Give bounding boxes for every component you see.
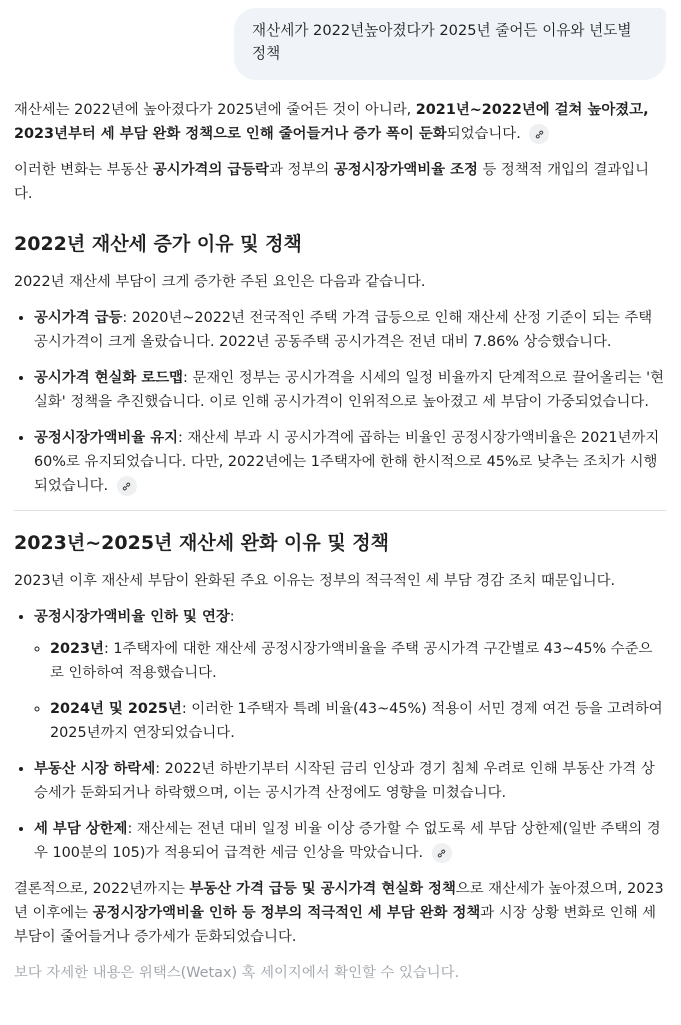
item-text: : [229, 609, 235, 625]
conclusion-text: 으로 재산세가 높아졌으며, 2023년 이후에는 [14, 881, 664, 921]
intro-text: 되었습니다. [446, 126, 521, 142]
list-item [34, 426, 666, 498]
intro-text: 재산세는 2022년에 높아졌다가 2025년에 줄어든 것이 아니라, [14, 102, 416, 118]
section-divider [14, 510, 666, 511]
intro-bold: 공시가격의 급등락 [152, 162, 270, 178]
cutoff-line: 보다 자세한 내용은 위택스(Wetax) 혹 세이지에서 확인할 수 있습니다. [14, 965, 460, 981]
item-title: 공정시장가액비율 유지 [34, 430, 179, 446]
item-title: 공시가격 현실화 로드맵 [34, 370, 184, 386]
intro-paragraph-2 [14, 158, 666, 206]
section1-heading: 2022년 재산세 증가 이유 및 정책 [14, 233, 302, 255]
section2-lead: 2023년 이후 재산세 부담이 완화된 주요 이유는 정부의 적극적인 세 부담 경감 조치 때문입니다. [14, 573, 616, 589]
item-title: 공정시장가액비율 인하 및 연장 [34, 609, 230, 625]
list-item [34, 757, 666, 805]
source-link-icon[interactable] [529, 124, 549, 144]
item-text: : 재산세 부과 시 공시가격에 곱하는 비율인 공정시장가액비율은 2021년까지 60%로 유지되었습니다. 다만, 2022년에는 1주택자에 한해 한시적으로 45%로 낮추는 조치가 시행되었습니다. [34, 430, 660, 494]
sub-list-item [50, 697, 666, 745]
item-text: : 재산세는 전년 대비 일정 비율 이상 증가할 수 없도록 세 부담 상한제(일반 주택의 경우 100분의 105)가 적용되어 급격한 세금 인상을 막았습니다. [34, 821, 661, 861]
list-item [34, 366, 666, 414]
section2-heading: 2023년~2025년 재산세 완화 이유 및 정책 [14, 532, 390, 554]
list-item [34, 817, 666, 865]
item-title: 2023년 [50, 641, 104, 657]
conclusion-bold: 부동산 가격 급등 및 공시가격 현실화 정책 [189, 881, 456, 897]
intro-text: 이러한 변화는 부동산 [14, 162, 153, 178]
item-text: : 2022년 하반기부터 시작된 금리 인상과 경기 침체 우려로 인해 부동산 가격 상승세가 둔화되거나 하락했으며, 이는 공시가격 산정에도 영향을 미쳤습니다. [34, 761, 655, 801]
source-link-icon[interactable] [432, 843, 452, 863]
conclusion-bold: 공정시장가액비율 인하 등 정부의 적극적인 세 부담 완화 정책 [92, 905, 481, 921]
intro-bold: 2021년~2022년에 걸쳐 높아졌고, 2023년부터 세 부담 완화 정책으로 인해 줄어들거나 증가 폭이 둔화 [14, 102, 649, 142]
item-title: 2024년 및 2025년 [50, 701, 182, 717]
intro-bold: 공정시장가액비율 조정 [333, 162, 478, 178]
item-text: : 1주택자에 대한 재산세 공정시장가액비율을 주택 공시가격 구간별로 43~45% 수준으로 인하하여 적용했습니다. [50, 641, 653, 681]
conclusion-text: 과 시장 상황 변화로 인해 세 부담이 줄어들거나 증가세가 둔화되었습니다. [14, 905, 657, 945]
section1-lead: 2022년 재산세 부담이 크게 증가한 주된 요인은 다음과 같습니다. [14, 274, 426, 290]
conclusion-text: 결론적으로, 2022년까지는 [14, 881, 190, 897]
section1-list [14, 306, 666, 498]
intro-text: 과 정부의 [269, 162, 334, 178]
intro-paragraph-1 [14, 98, 666, 146]
user-query-bubble [234, 8, 666, 80]
user-query-text: 재산세가 2022년높아졌다가 2025년 줄어든 이유와 년도별 정책 [252, 22, 632, 62]
conclusion-paragraph [14, 877, 666, 949]
item-text: : 이러한 1주택자 특례 비율(43~45%) 적용이 서민 경제 여건 등을 고려하여 2025년까지 연장되었습니다. [50, 701, 663, 741]
item-text: : 문재인 정부는 공시가격을 시세의 일정 비율까지 단계적으로 끌어올리는 '현실화' 정책을 추진했습니다. 이로 인해 공시가격이 인위적으로 높아졌고 세 부담이 가중되었습니다. [34, 370, 664, 410]
item-title: 부동산 시장 하락세 [34, 761, 156, 777]
sub-list-item [50, 637, 666, 685]
item-title: 세 부담 상한제 [34, 821, 128, 837]
item-text: : 2020년~2022년 전국적인 주택 가격 급등으로 인해 재산세 산정 기준이 되는 주택 공시가격이 크게 올랐습니다. 2022년 공동주택 공시가격은 전년 대비 7.86% 상승했습니다. [34, 310, 653, 350]
section2-list [14, 605, 666, 865]
item-title: 공시가격 급등 [34, 310, 123, 326]
list-item [34, 306, 666, 354]
response-body [14, 98, 666, 997]
list-item [34, 605, 666, 745]
intro-text: 등 정책적 개입의 결과입니다. [14, 162, 650, 202]
source-link-icon[interactable] [117, 476, 137, 496]
sub-list [34, 637, 666, 745]
